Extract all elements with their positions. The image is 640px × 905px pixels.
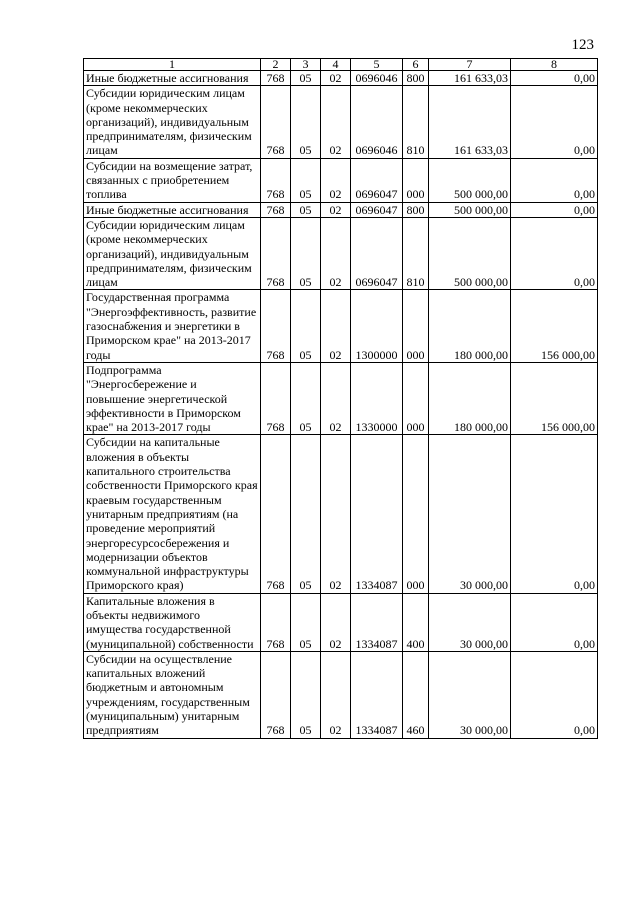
target-article-code: 1300000	[351, 290, 403, 362]
amount-col8: 0,00	[511, 217, 598, 289]
amount-col8: 0,00	[511, 651, 598, 738]
amount-col7: 30 000,00	[429, 435, 511, 593]
section-code: 05	[291, 651, 321, 738]
section-code: 05	[291, 435, 321, 593]
subsection-code: 02	[321, 217, 351, 289]
column-header: 7	[429, 59, 511, 71]
subsection-code: 02	[321, 158, 351, 202]
target-article-code: 0696047	[351, 217, 403, 289]
target-article-code: 0696047	[351, 158, 403, 202]
row-description: Субсидии на возмещение затрат, связанных с приобретением топлива	[84, 158, 261, 202]
ved-code: 768	[261, 290, 291, 362]
row-description: Подпрограмма "Энергосбережение и повышение энергетической эффективности в Приморском крае" на 2013-2017 годы	[84, 362, 261, 434]
row-description: Иные бюджетные ассигнования	[84, 202, 261, 217]
section-code: 05	[291, 593, 321, 651]
amount-col8: 156 000,00	[511, 362, 598, 434]
table-row	[84, 593, 598, 651]
section-code: 05	[291, 71, 321, 86]
amount-col7: 30 000,00	[429, 593, 511, 651]
target-article-code: 0696046	[351, 86, 403, 158]
amount-col8: 0,00	[511, 202, 598, 217]
amount-col7: 180 000,00	[429, 362, 511, 434]
table-row	[84, 290, 598, 362]
table-row	[84, 435, 598, 593]
ved-code: 768	[261, 202, 291, 217]
amount-col8: 0,00	[511, 435, 598, 593]
amount-col7: 500 000,00	[429, 158, 511, 202]
expense-type-code: 460	[403, 651, 429, 738]
subsection-code: 02	[321, 290, 351, 362]
target-article-code: 0696047	[351, 202, 403, 217]
amount-col8: 0,00	[511, 593, 598, 651]
amount-col8: 156 000,00	[511, 290, 598, 362]
expense-type-code: 400	[403, 593, 429, 651]
table-row	[84, 86, 598, 158]
ved-code: 768	[261, 158, 291, 202]
table-row	[84, 362, 598, 434]
column-header: 4	[321, 59, 351, 71]
expense-type-code: 000	[403, 290, 429, 362]
target-article-code: 0696046	[351, 71, 403, 86]
subsection-code: 02	[321, 362, 351, 434]
amount-col7: 500 000,00	[429, 202, 511, 217]
expense-type-code: 000	[403, 435, 429, 593]
target-article-code: 1334087	[351, 651, 403, 738]
subsection-code: 02	[321, 435, 351, 593]
section-code: 05	[291, 158, 321, 202]
section-code: 05	[291, 217, 321, 289]
page-number: 123	[571, 37, 594, 53]
row-description: Субсидии юридическим лицам (кроме некоммерческих организаций), индивидуальным предпринимателям, физическим лицам	[84, 86, 261, 158]
column-header: 8	[511, 59, 598, 71]
table-row	[84, 217, 598, 289]
amount-col7: 30 000,00	[429, 651, 511, 738]
expense-type-code: 810	[403, 217, 429, 289]
row-description: Государственная программа "Энергоэффективность, развитие газоснабжения и энергетики в Приморском крае" на 2013-2017 годы	[84, 290, 261, 362]
amount-col7: 180 000,00	[429, 290, 511, 362]
amount-col7: 161 633,03	[429, 86, 511, 158]
ved-code: 768	[261, 71, 291, 86]
table-row	[84, 71, 598, 86]
target-article-code: 1334087	[351, 593, 403, 651]
header-row	[84, 59, 598, 71]
subsection-code: 02	[321, 651, 351, 738]
subsection-code: 02	[321, 593, 351, 651]
ved-code: 768	[261, 593, 291, 651]
section-code: 05	[291, 86, 321, 158]
budget-table	[83, 58, 598, 739]
section-code: 05	[291, 202, 321, 217]
expense-type-code: 800	[403, 202, 429, 217]
column-header: 6	[403, 59, 429, 71]
expense-type-code: 000	[403, 158, 429, 202]
ved-code: 768	[261, 651, 291, 738]
target-article-code: 1334087	[351, 435, 403, 593]
amount-col7: 500 000,00	[429, 217, 511, 289]
ved-code: 768	[261, 362, 291, 434]
row-description: Капитальные вложения в объекты недвижимого имущества государственной (муниципальной) собственности	[84, 593, 261, 651]
ved-code: 768	[261, 217, 291, 289]
column-header: 2	[261, 59, 291, 71]
expense-type-code: 800	[403, 71, 429, 86]
column-header: 1	[84, 59, 261, 71]
subsection-code: 02	[321, 71, 351, 86]
column-header: 5	[351, 59, 403, 71]
row-description: Субсидии на капитальные вложения в объекты капитального строительства собственности Приморского края краевым государственным унитарным предприятиям (на проведение мероприятий энергоресурсосбережения и модернизации объектов коммунальной инфраструктуры Приморского края)	[84, 435, 261, 593]
table-row	[84, 651, 598, 738]
expense-type-code: 000	[403, 362, 429, 434]
amount-col8: 0,00	[511, 158, 598, 202]
row-description: Субсидии на осуществление капитальных вложений бюджетным и автономным учреждениям, государственным (муниципальным) унитарным предприятиям	[84, 651, 261, 738]
section-code: 05	[291, 290, 321, 362]
amount-col8: 0,00	[511, 71, 598, 86]
amount-col8: 0,00	[511, 86, 598, 158]
table-row	[84, 158, 598, 202]
amount-col7: 161 633,03	[429, 71, 511, 86]
ved-code: 768	[261, 86, 291, 158]
column-header: 3	[291, 59, 321, 71]
expense-type-code: 810	[403, 86, 429, 158]
target-article-code: 1330000	[351, 362, 403, 434]
subsection-code: 02	[321, 86, 351, 158]
table-row	[84, 202, 598, 217]
ved-code: 768	[261, 435, 291, 593]
row-description: Иные бюджетные ассигнования	[84, 71, 261, 86]
section-code: 05	[291, 362, 321, 434]
row-description: Субсидии юридическим лицам (кроме некоммерческих организаций), индивидуальным предпринимателям, физическим лицам	[84, 217, 261, 289]
subsection-code: 02	[321, 202, 351, 217]
